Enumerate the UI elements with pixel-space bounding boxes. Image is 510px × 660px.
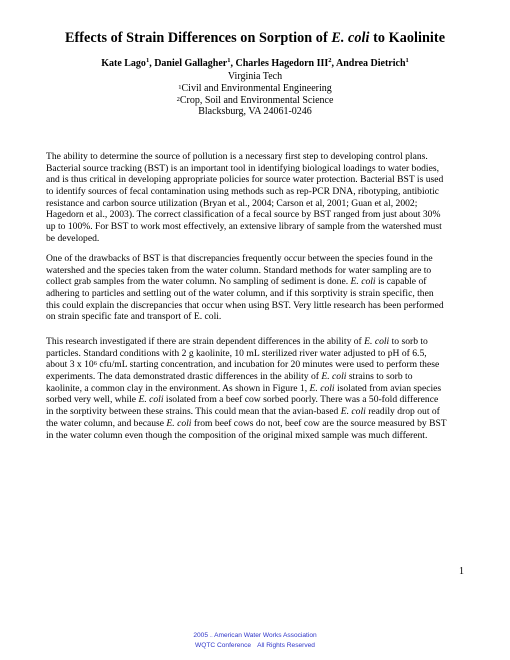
footer-year: 2005	[193, 632, 208, 639]
footer-organization: American Water Works Association	[214, 632, 317, 639]
text-line: this could explain the discrepancies that occur when using BST. Very little research has been performed	[46, 299, 444, 311]
affiliations	[0, 71, 510, 118]
text-line: and is thus critical in developing appropriate policies for source water protection. Bacterial BST is used	[46, 174, 444, 186]
title-italic-organism: E. coli	[331, 30, 370, 46]
author: Charles Hagedorn III$^2$,	[235, 57, 336, 69]
author-list	[0, 58, 510, 69]
footer-conference: WQTC Conference	[195, 642, 252, 649]
paragraph-3	[46, 336, 486, 441]
text-line: This research investigated if there are strain dependent differences in the ability of E. coli to sorb to	[46, 336, 428, 347]
text-line: sorbed very well, while E. coli isolated from a beef cow sorbed poorly. There was a 50-fold difference	[46, 394, 439, 406]
footer-separator: ..	[209, 633, 213, 639]
footer-rights: All Rights Reserved	[257, 642, 315, 649]
institution: Virginia Tech	[227, 71, 283, 82]
text-line: Bacterial source tracking (BST) is an important tool in identifying biological loadings to water bodies,	[46, 162, 439, 174]
department-1: $^1$Civil and Environmental Engineering	[178, 82, 332, 94]
text-line: Hagedorn et al., 2003). The correct classification of a fecal source by BST ranged from just about 30%	[46, 209, 441, 221]
footer-line-2	[0, 641, 510, 650]
paragraph-1	[46, 151, 486, 245]
paper-title	[0, 30, 510, 47]
text-line: on strain specific fate and transport of E. coli.	[46, 311, 222, 323]
paragraph-2	[46, 253, 486, 323]
author: Kate Lago$^1$,	[101, 57, 155, 69]
text-line: kaolinite, a common clay in the environment. As shown in Figure 1, E. coli isolated from avian species	[46, 382, 442, 394]
text-line: The ability to determine the source of pollution is a necessary first step to developing control plans.	[46, 151, 428, 162]
text-line: be developed.	[46, 232, 100, 244]
text-line: watershed and the species taken from the water column. Standard methods for water sampling are to	[46, 264, 432, 276]
text-line: in the sorptivity between these strains. This could mean that the avian-based E. coli readily drop out of	[46, 406, 440, 418]
address: Blacksburg, VA 24061-0246	[198, 106, 312, 118]
title-text: Effects of Strain Differences on Sorption of	[64, 30, 332, 46]
author: Daniel Gallagher$^1$,	[154, 57, 236, 69]
page-footer	[0, 631, 510, 650]
text-line: up to 100%. For BST to work most effectively, an extensive library of sample from the watershed must	[46, 221, 442, 233]
text-line: resistance and carbon source utilization (Bryan et al., 2004; Carson et al, 2001; Guan et al, 2002;	[46, 197, 418, 209]
text-line: particles. Standard conditions with 2 g kaolinite, 10 mL sterilized river water adjusted to pH of 6.5,	[46, 347, 427, 359]
footer-line-1	[0, 631, 510, 641]
page-number: 1	[459, 566, 464, 577]
text-line: in the water column even though the composition of the original mixed sample was much different.	[46, 429, 428, 441]
text-line: the water column, and because E. coli from beef cows do not, beef cow are the source measured by BST	[46, 417, 447, 429]
text-line: adhering to particles and settling out of the water column, and if this sorptivity is strain specific, then	[46, 288, 434, 300]
text-line: experiments. The data demonstrated drastic differences in the ability of E. coli strains to sorb to	[46, 371, 413, 383]
text-line: to identify sources of fecal contamination using methods such as rep-PCR DNA, ribotyping, antibiotic	[46, 186, 440, 198]
title-text-end: to Kaolinite	[369, 30, 446, 46]
text-line: collect grab samples from the water column. No sampling of sediment is done. E. coli is capable of	[46, 276, 427, 288]
text-line: about 3 x $10^6$ cfu/mL starting concentration, and incubation for 20 minutes were used to perform these	[46, 359, 440, 371]
department-2: $^2$Crop, Soil and Environmental Science	[176, 94, 334, 106]
text-line: One of the drawbacks of BST is that discrepancies frequently occur between the species found in the	[46, 253, 433, 264]
author: Andrea Dietrich$^1$	[336, 57, 409, 69]
